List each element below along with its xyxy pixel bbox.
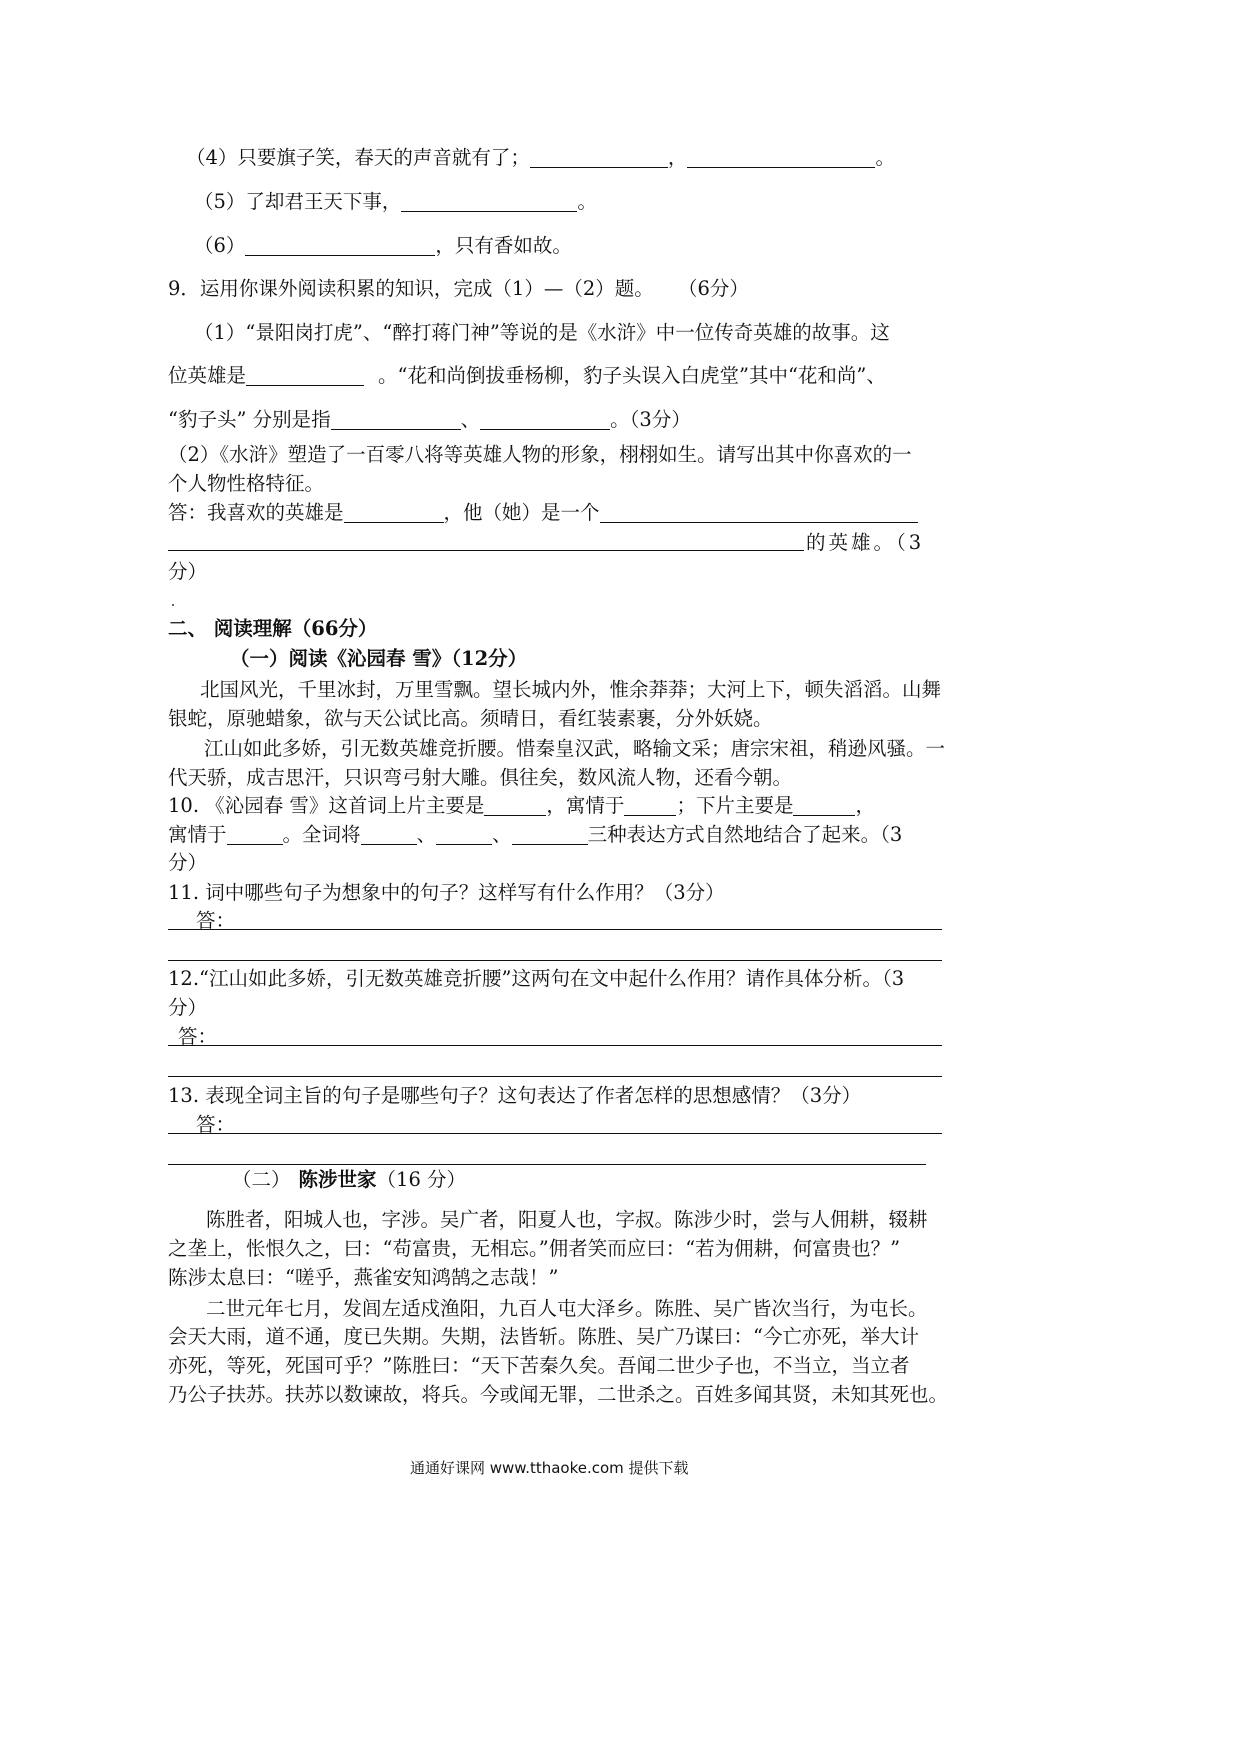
q10-text: 三种表达方式自然地结合了起来。（3 (587, 823, 903, 846)
text-line: 会天大雨，道不通，度已失期。失期，法皆斩。陈胜、吴广乃谋曰：“今亡亦死，举大计 (168, 1325, 919, 1348)
subsection-score: （16 分） (376, 1168, 467, 1191)
subsection-title: 陈涉世家 (298, 1168, 377, 1191)
q8-item6-label: （6） (194, 234, 246, 257)
q9-p1-line3 (168, 406, 691, 434)
answer-blank[interactable] (245, 235, 435, 256)
q9-text: 。（3分） (610, 408, 691, 431)
answer-line[interactable] (168, 1164, 926, 1165)
q10-text: 寓情于 (168, 823, 227, 846)
answer-blank[interactable] (401, 191, 577, 212)
q10-text: ， (855, 794, 875, 817)
q9-title-text: 9．运用你课外阅读积累的知识，完成（1）—（2）题。 (168, 277, 654, 300)
answer-blank[interactable] (624, 795, 676, 816)
q8-item4 (186, 144, 895, 172)
subsection-heading-2 (232, 1166, 466, 1194)
q9-text: 位英雄是 (168, 364, 247, 387)
answer-blank[interactable] (344, 502, 444, 523)
answer-blank[interactable] (687, 147, 875, 168)
text-line: 陈涉太息曰：“嗟乎，燕雀安知鸿鹄之志哉！” (168, 1266, 559, 1289)
q10-line3: 分） (168, 851, 208, 874)
q8-item5-end: 。 (577, 190, 597, 213)
answer-blank[interactable] (227, 824, 283, 845)
answer-blank[interactable] (480, 409, 610, 430)
q10-text: 。全词将 (282, 823, 361, 846)
answer-line[interactable] (168, 1045, 942, 1046)
text-line: 陈胜者，阳城人也，字涉。吴广者，阳夏人也，字叔。陈涉少时，尝与人佣耕，辍耕 (206, 1208, 928, 1231)
q11-question: 11. 词中哪些句子为想象中的句子？这样写有什么作用？（3分） (168, 881, 725, 904)
answer-blank[interactable] (168, 550, 804, 551)
q13-answer-label: 答： (196, 1113, 236, 1136)
q8-item4-text: （4）只要旗子笑，春天的声音就有了； (186, 146, 530, 169)
answer-blank[interactable] (361, 824, 417, 845)
q9-p2-line1: （2）《水浒》塑造了一百零八将等英雄人物的形象，栩栩如生。请写出其中你喜欢的一 (168, 443, 912, 466)
answer-blank[interactable] (600, 502, 918, 523)
q9-answer-prefix: 答：我喜欢的英雄是 (168, 501, 344, 524)
answer-blank[interactable] (530, 147, 668, 168)
answer-blank[interactable] (436, 824, 492, 845)
q9-score: （6分） (687, 277, 749, 300)
q10-text: 10. 《沁园春 雪》这首词上片主要是 (168, 794, 485, 817)
text-line: 二世元年七月，发闾左适戍渔阳，九百人屯大泽乡。陈胜、吴广皆次当行，为屯长。 (206, 1297, 928, 1320)
answer-line[interactable] (168, 929, 942, 930)
answer-blank[interactable] (484, 795, 546, 816)
q10-text: 、 (416, 823, 437, 846)
q10-line1 (168, 792, 875, 820)
answer-blank[interactable] (793, 795, 855, 816)
poem-line: 代天骄，成吉思汗，只识弯弓射大雕。俱往矣，数风流人物，还看今朝。 (168, 766, 793, 789)
q13-question: 13. 表现全词主旨的句子是哪些句子？这句表达了作者怎样的思想感情？（3分） (168, 1084, 862, 1107)
q12-answer-label: 答： (178, 1025, 218, 1048)
poem-line: 江山如此多娇，引无数英雄竞折腰。惜秦皇汉武，略输文采；唐宗宋祖，稍逊风骚。一 (204, 737, 946, 760)
q8-item5 (194, 188, 597, 216)
answer-line[interactable] (168, 960, 942, 961)
answer-blank[interactable] (331, 409, 461, 430)
q10-text: ，寓情于 (546, 794, 625, 817)
q9-answer-suffix-cont: 分） (168, 560, 208, 583)
q11-answer-label: 答： (196, 909, 236, 932)
q12-question-cont: 分） (168, 996, 208, 1019)
q12-question: 12.“江山如此多娇，引无数英雄竞折腰”这两句在文中起什么作用？请作具体分析。（3 (168, 967, 905, 990)
poem-line: 北国风光，千里冰封，万里雪飘。望长城内外，惟余莽莽；大河上下，顿失滔滔。山舞 (200, 678, 942, 701)
page-footer: 通通好课网 www.tthaoke.com 提供下载 (410, 1459, 689, 1477)
section-heading: 二、 阅读理解（66分） (168, 617, 378, 640)
answer-line[interactable] (168, 1076, 942, 1077)
speck (172, 604, 174, 606)
poem-line: 银蛇，原驰蜡象，欲与天公试比高。须晴日，看红装素裹，分外妖娆。 (168, 707, 773, 730)
q9-p1-line2 (168, 362, 886, 390)
q9-text: 、 (460, 408, 481, 431)
subsection-heading: （一）阅读《沁园春 雪》（12分） (230, 647, 528, 670)
q9-answer-line (168, 499, 918, 527)
q10-text: ；下片主要是 (676, 794, 794, 817)
answer-blank[interactable] (512, 824, 588, 845)
answer-line[interactable] (168, 1133, 942, 1134)
q8-item6-text: ，只有香如故。 (435, 234, 572, 257)
q9-title (168, 275, 749, 303)
text-line: 乃公子扶苏。扶苏以数谏故，将兵。今或闻无罪，二世杀之。百姓多闻其贤，未知其死也。 (168, 1383, 949, 1406)
q8-item4-end: 。 (875, 146, 895, 169)
text-line: 之垄上，怅恨久之，曰：“苟富贵，无相忘。”佣者笑而应曰：“若为佣耕，何富贵也？” (168, 1237, 901, 1260)
q9-p1-line1: （1）“景阳岗打虎”、“醉打蒋门神”等说的是《水浒》中一位传奇英雄的故事。这 (194, 321, 890, 344)
text-line: 亦死，等死，死国可乎？”陈胜曰：“天下苦秦久矣。吾闻二世少子也，不当立，当立者 (168, 1354, 910, 1377)
subsection-number: （二） (232, 1168, 291, 1191)
q10-line2 (168, 821, 902, 849)
q9-text: 。“花和尚倒拔垂杨柳，豹子头误入白虎堂”其中“花和尚”、 (378, 364, 886, 387)
answer-blank[interactable] (246, 365, 364, 386)
q9-p2-line2: 个人物性格特征。 (168, 472, 325, 495)
q10-text: 、 (492, 823, 512, 846)
q9-text: “豹子头” 分别是指 (168, 408, 331, 431)
q9-answer-mid: ，他（她）是一个 (443, 501, 600, 524)
q8-item4-comma: ， (667, 146, 688, 169)
q8-item5-text: （5）了却君王天下事， (194, 190, 402, 213)
q9-answer-suffix: 的英雄。（3 (806, 531, 925, 554)
q8-item6 (194, 232, 572, 260)
